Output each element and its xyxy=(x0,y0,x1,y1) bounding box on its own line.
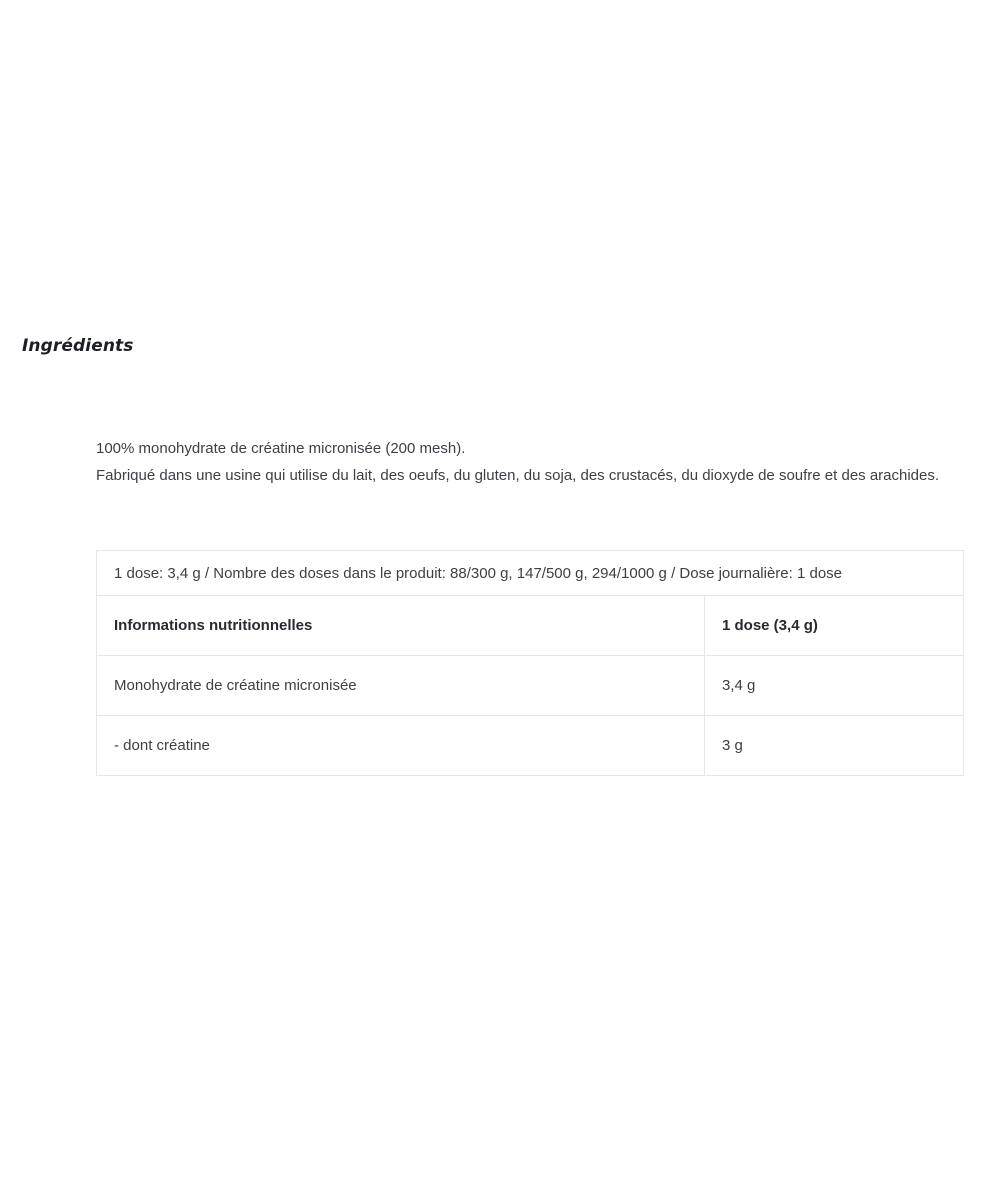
ingredients-description xyxy=(96,435,964,489)
serving-info-row xyxy=(97,551,964,596)
row-name-cell: - dont créatine xyxy=(97,716,705,776)
serving-info-cell: 1 dose: 3,4 g / Nombre des doses dans le produit: 88/300 g, 147/500 g, 294/1000 g / Dose journalière: 1 dose xyxy=(97,551,964,596)
table-row xyxy=(97,716,964,776)
row-name-cell: Monohydrate de créatine micronisée xyxy=(97,656,705,716)
allergen-notice: Fabriqué dans une usine qui utilise du lait, des oeufs, du gluten, du soja, des crustacés, du dioxyde de soufre et des arachides. xyxy=(96,467,940,484)
table-row xyxy=(97,656,964,716)
table-header-row xyxy=(97,596,964,656)
row-value-cell: 3 g xyxy=(705,716,964,776)
section-title: Ingrédients xyxy=(22,336,134,356)
row-value-cell: 3,4 g xyxy=(705,656,964,716)
nutrition-table xyxy=(96,550,964,776)
ingredients-line: 100% monohydrate de créatine micronisée (200 mesh). xyxy=(96,440,466,457)
header-value-cell: 1 dose (3,4 g) xyxy=(705,596,964,656)
header-name-cell: Informations nutritionnelles xyxy=(97,596,705,656)
